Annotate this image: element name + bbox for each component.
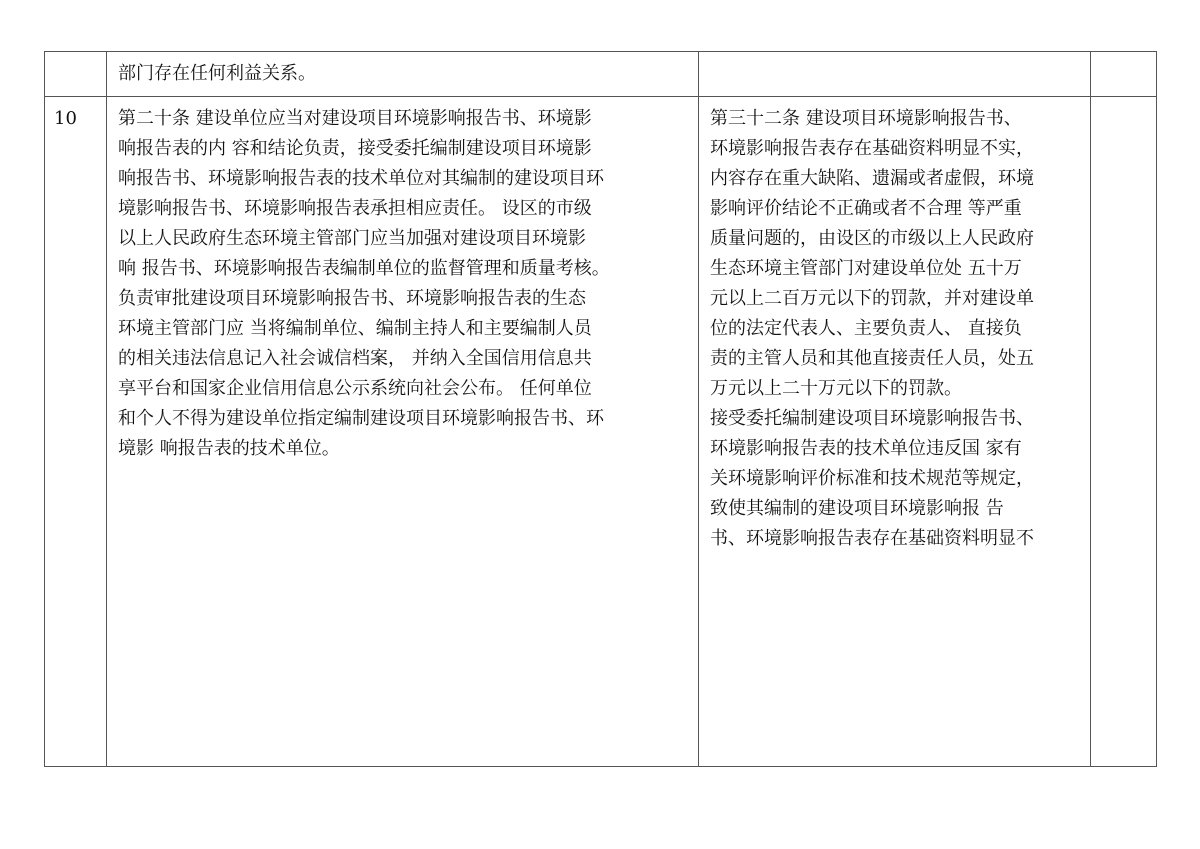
text-line: 致使其编制的建设项目环境影响报 告 — [710, 498, 1004, 519]
original-text-cell — [107, 52, 699, 97]
remarks-cell — [1091, 52, 1157, 97]
text-line: 的相关违法信息记入社会诚信档案， 并纳入全国信用信息共 — [118, 348, 592, 369]
original-text — [107, 52, 698, 89]
table-row — [45, 52, 1157, 97]
text-line: 响 报告书、环境影响报告表编制单位的监督管理和质量考核。 — [118, 258, 610, 279]
text-line: 内容存在重大缺陷、遗漏或者虚假，环境 — [710, 168, 1034, 189]
text-line: 责的主管人员和其他直接责任人员，处五 — [710, 348, 1034, 369]
row-number: 10 — [54, 108, 77, 129]
text-line: 关环境影响评价标准和技术规范等规定， — [710, 468, 1034, 489]
text-line: 接受委托编制建设项目环境影响报告书、 — [710, 408, 1034, 429]
text-line: 和个人不得为建设单位指定编制建设项目环境影响报告书、环 — [118, 408, 604, 429]
text-line: 负责审批建设项目环境影响报告书、环境影响报告表的生态 — [118, 288, 586, 309]
text-line: 响报告表的内 容和结论负责，接受委托编制建设项目环境影 — [118, 138, 592, 159]
text-line: 生态环境主管部门对建设单位处 五十万 — [710, 258, 1022, 279]
remarks-text — [1091, 52, 1156, 59]
original-text — [107, 97, 698, 464]
revised-text-cell — [699, 97, 1091, 767]
text-line: 响报告书、环境影响报告表的技术单位对其编制的建设项目环 — [118, 168, 604, 189]
text-line: 部门存在任何利益关系。 — [118, 63, 316, 84]
text-line: 质量问题的，由设区的市级以上人民政府 — [710, 228, 1034, 249]
row-number-cell — [45, 52, 107, 97]
regulation-comparison-table — [44, 51, 1157, 767]
text-line: 境影响报告书、环境影响报告表承担相应责任。 设区的市级 — [118, 198, 592, 219]
text-line: 环境影响报告表存在基础资料明显不实， — [710, 138, 1034, 159]
text-line: 元以上二百万元以下的罚款，并对建设单 — [710, 288, 1034, 309]
remarks-cell — [1091, 97, 1157, 767]
text-line: 影响评价结论不正确或者不合理 等严重 — [710, 198, 1022, 219]
text-line: 第三十二条 建设项目环境影响报告书、 — [710, 108, 1022, 129]
text-line: 环境影响报告表的技术单位违反国 家有 — [710, 438, 1022, 459]
revised-text — [699, 52, 1090, 59]
text-line: 境影 响报告表的技术单位。 — [118, 438, 340, 459]
text-line: 以上人民政府生态环境主管部门应当加强对建设项目环境影 — [118, 228, 586, 249]
text-line: 位的法定代表人、主要负责人、 直接负 — [710, 318, 1022, 339]
text-line: 享平台和国家企业信用信息公示系统向社会公布。 任何单位 — [118, 378, 592, 399]
remarks-text — [1091, 97, 1156, 104]
table-row — [45, 97, 1157, 767]
text-line: 环境主管部门应 当将编制单位、编制主持人和主要编制人员 — [118, 318, 592, 339]
revised-text-cell — [699, 52, 1091, 97]
revised-text — [699, 97, 1090, 554]
text-line: 万元以上二十万元以下的罚款。 — [710, 378, 962, 399]
row-number — [45, 52, 106, 59]
text-line: 第二十条 建设单位应当对建设项目环境影响报告书、环境影 — [118, 108, 592, 129]
original-text-cell — [107, 97, 699, 767]
row-number-cell — [45, 97, 107, 767]
text-line: 书、环境影响报告表存在基础资料明显不 — [710, 528, 1034, 549]
